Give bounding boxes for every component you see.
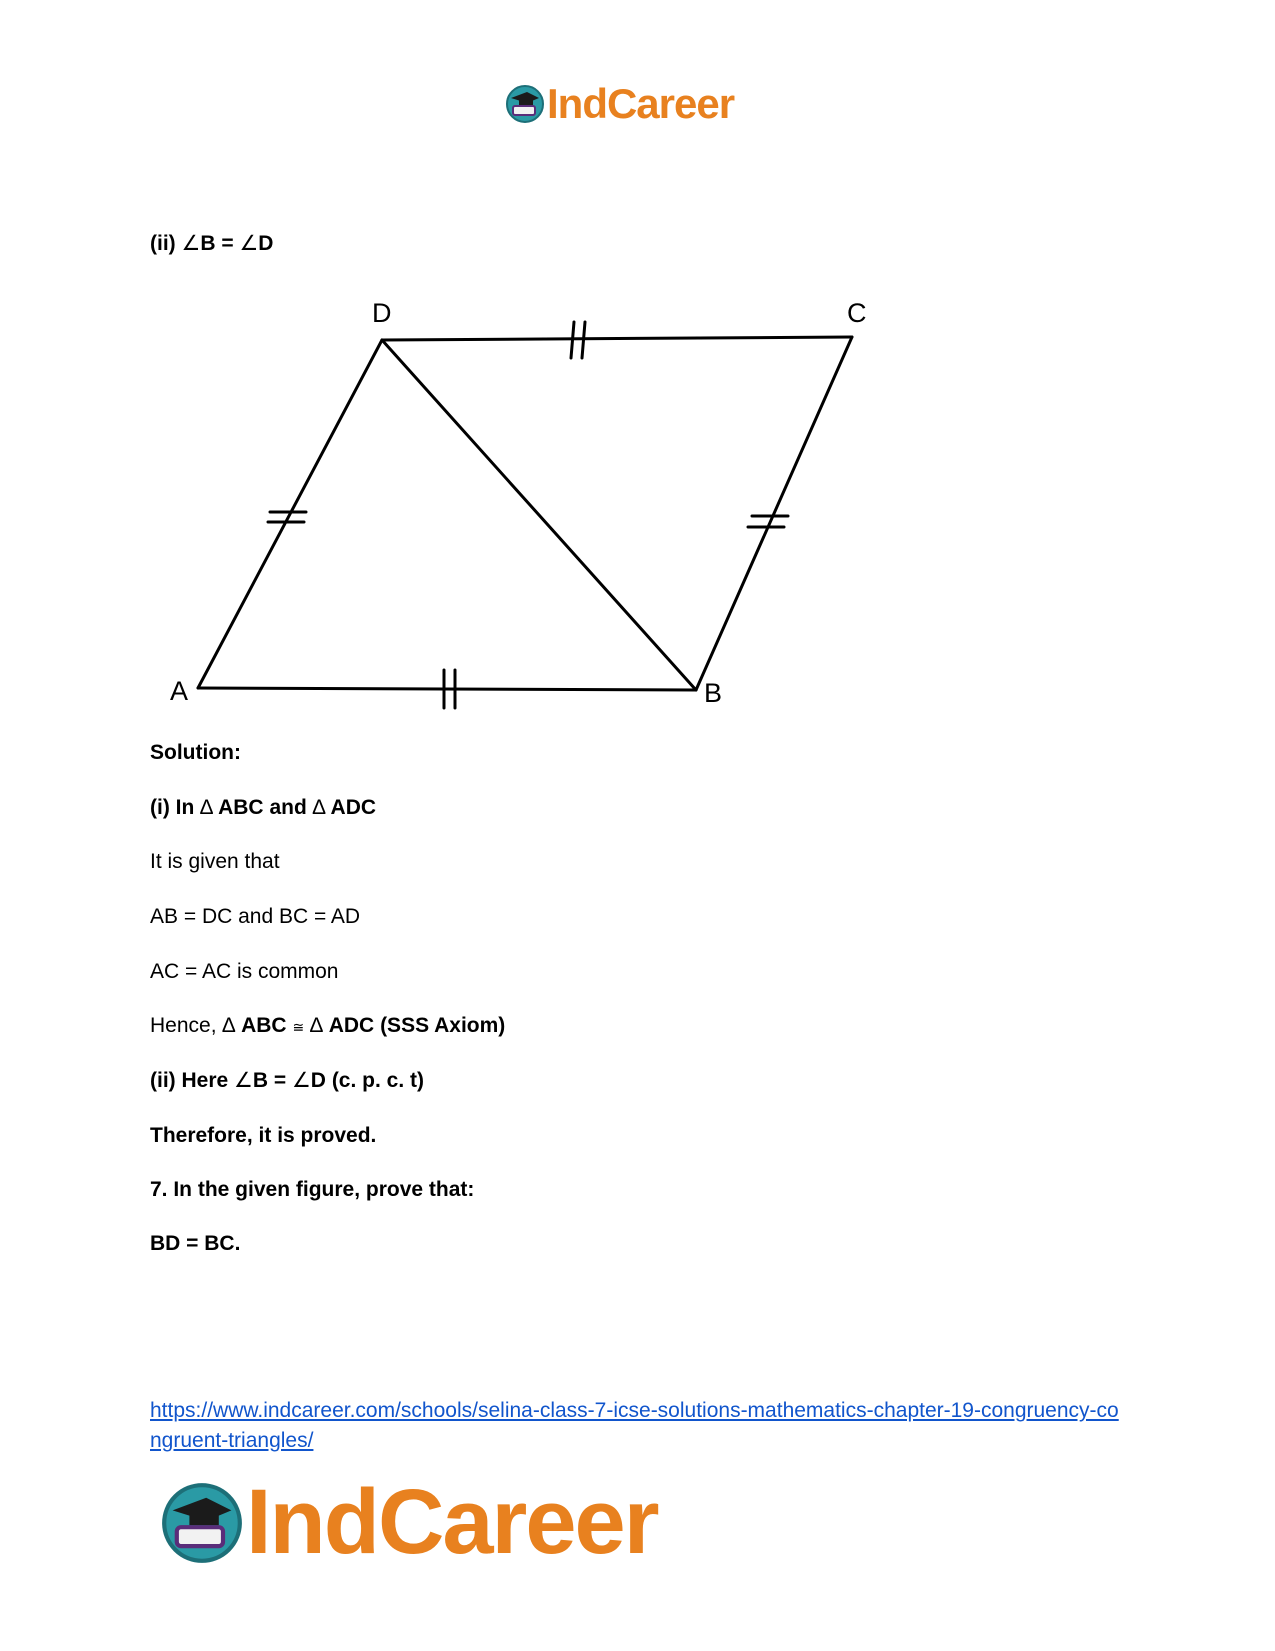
congruence-statement: Hence, ∆ ABC ≅ ∆ ADC (SSS Axiom) (150, 1014, 506, 1037)
graduation-cap-book-logo-icon (505, 84, 545, 124)
equal-sides-text: AB = DC and BC = AD (150, 905, 361, 928)
side-da (198, 340, 382, 688)
brand-name: IndCareer (547, 80, 735, 127)
solution-heading: Solution: (150, 741, 241, 764)
side-bc (696, 337, 852, 690)
graduation-cap-book-logo-icon (160, 1481, 244, 1565)
solution-part-1-heading: (i) In ∆ ABC and ∆ ADC (150, 796, 377, 819)
next-question-statement: BD = BC. (150, 1232, 241, 1255)
brand-name: IndCareer (246, 1471, 658, 1573)
diagonal-db (382, 340, 696, 690)
next-question-title: 7. In the given figure, prove that: (150, 1178, 475, 1201)
source-url-link[interactable]: https://www.indcareer.com/schools/selina-class-7-icse-solutions-mathematics-chapter-19-congruency-congruent-triangles/ (150, 1399, 1119, 1452)
footer-logo (160, 1470, 658, 1575)
vertex-label-d: D (372, 298, 392, 328)
question-part-heading: (ii) ∠B = ∠D (150, 232, 274, 255)
parallelogram-figure (150, 290, 870, 710)
vertex-label-c: C (847, 298, 867, 328)
conclusion-text: Therefore, it is proved. (150, 1124, 377, 1147)
vertex-label-b: B (704, 678, 723, 708)
header-logo (505, 80, 734, 128)
given-text: It is given that (150, 850, 280, 873)
side-cd (382, 337, 852, 340)
side-ab (198, 688, 696, 690)
vertex-label-a: A (170, 676, 189, 706)
common-side-text: AC = AC is common (150, 960, 339, 983)
solution-part-2: (ii) Here ∠B = ∠D (c. p. c. t) (150, 1069, 424, 1092)
